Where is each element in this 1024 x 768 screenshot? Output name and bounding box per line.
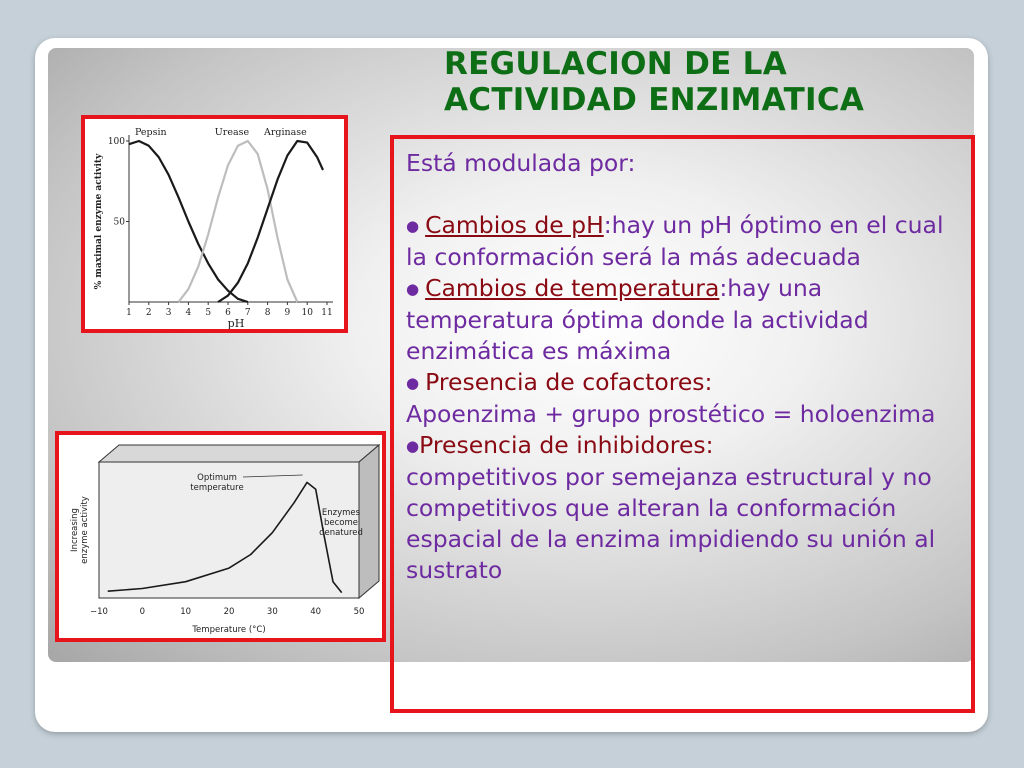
annotation-optimum: Optimum <box>197 473 237 483</box>
item-heading: Presencia de cofactores: <box>425 368 713 396</box>
box-top <box>99 445 379 462</box>
item-heading: Cambios de temperatura <box>425 274 720 302</box>
x-axis-label: pH <box>227 317 245 329</box>
annotation-denatured: denatured <box>319 528 363 538</box>
item-ph <box>406 210 966 273</box>
x-tick-label: 40 <box>310 607 322 617</box>
x-tick-label: 11 <box>321 308 333 318</box>
item-heading: Presencia de inhibidores: <box>419 431 714 459</box>
y-axis-label: Increasing <box>70 508 80 552</box>
slide-title <box>444 46 964 118</box>
item-text: :hay una temperatura óptima donde la actividad enzimática es máxima <box>406 274 869 365</box>
x-axis-label: Temperature (°C) <box>192 625 266 635</box>
x-tick-label: 10 <box>180 607 192 617</box>
bullet-icon: ● <box>406 437 420 455</box>
item-text: Apoenzima + grupo prostético = holoenzima <box>406 400 936 428</box>
x-tick-label: 50 <box>353 607 365 617</box>
x-tick-label: 4 <box>185 308 192 318</box>
annotation-denatured: become <box>323 518 359 528</box>
ph-chart <box>81 115 348 333</box>
annotation-denatured: Enzymes <box>321 508 361 518</box>
series-label: Pepsin <box>134 127 167 138</box>
temperature-chart-svg <box>59 435 382 638</box>
y-axis-label-group <box>70 496 90 564</box>
x-tick-label: 5 <box>205 308 212 318</box>
x-tick-label: 2 <box>145 308 152 318</box>
x-tick-label: 8 <box>264 308 271 318</box>
series-line-pepsin <box>129 141 248 302</box>
bullet-icon: ● <box>406 374 420 392</box>
item-cofactors <box>406 367 966 430</box>
x-tick-label: −10 <box>90 607 108 617</box>
y-tick-label: 50 <box>113 217 125 228</box>
item-heading: Cambios de pH <box>425 211 604 239</box>
x-tick-label: 9 <box>284 308 291 318</box>
y-axis-label: enzyme activity <box>80 496 90 564</box>
y-tick-label: 100 <box>107 137 125 147</box>
ph-chart-svg <box>85 119 344 329</box>
title-line-2: ACTIVIDAD ENZIMATICA <box>444 82 865 118</box>
annotation-optimum: temperature <box>190 483 244 493</box>
item-text: competitivos por semejanza estructural y no competitivos que alteran la conformación espacial de la enzima impidiendo su unión al sustrato <box>406 463 936 584</box>
item-temperature <box>406 273 966 367</box>
x-tick-label: 6 <box>225 308 231 318</box>
temperature-chart <box>55 431 386 642</box>
x-tick-label: 3 <box>165 308 172 318</box>
series-line-urease <box>179 141 298 302</box>
y-axis-label: % maximal enzyme activity <box>94 153 104 290</box>
x-tick-label: 0 <box>139 607 146 617</box>
bullet-icon: ● <box>406 217 420 235</box>
slide-content <box>406 148 966 586</box>
x-tick-label: 7 <box>244 308 251 318</box>
series-line-arginase <box>218 141 323 302</box>
intro-text: Está modulada por: <box>406 149 636 177</box>
x-tick-label: 30 <box>266 607 278 617</box>
x-tick-label: 10 <box>301 308 313 318</box>
series-label: Arginase <box>264 127 307 138</box>
x-tick-label: 1 <box>126 308 132 318</box>
item-text: :hay un pH óptimo en el cual la conformación será la más adecuada <box>406 211 944 271</box>
title-line-1: REGULACION DE LA <box>444 46 788 82</box>
bullet-icon: ● <box>406 280 420 298</box>
x-tick-label: 20 <box>223 607 235 617</box>
series-label: Urease <box>214 127 250 138</box>
item-inhibitors <box>406 430 966 586</box>
box-side <box>359 445 379 598</box>
